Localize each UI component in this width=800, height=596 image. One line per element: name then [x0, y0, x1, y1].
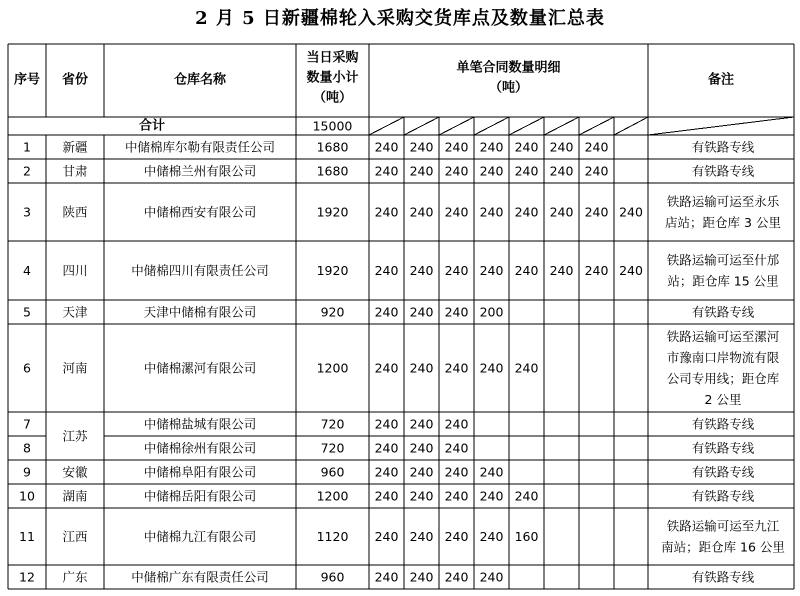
row-detail-value: 240	[409, 569, 434, 585]
row-detail-value: 240	[374, 569, 399, 585]
row-detail-value: 240	[374, 488, 399, 504]
row-detail-value: 240	[444, 360, 469, 376]
row-province: 河南	[62, 360, 88, 376]
row-detail-value: 240	[444, 416, 469, 432]
row-detail-value: 240	[549, 139, 574, 155]
row-detail-value: 240	[374, 360, 399, 376]
total-value: 15000	[312, 118, 353, 134]
row-detail-value: 240	[479, 464, 504, 480]
row-seq: 8	[23, 440, 31, 456]
row-seq: 6	[23, 360, 31, 376]
row-detail-value: 240	[409, 464, 434, 480]
header-contract-detail-unit: （吨）	[488, 80, 529, 96]
row-detail-value: 240	[374, 416, 399, 432]
row-remark: 2 公里	[704, 392, 742, 407]
row-detail-value: 240	[374, 440, 399, 456]
row-warehouse: 中储棉漯河有限公司	[143, 360, 257, 376]
row-daily-qty: 1680	[316, 139, 349, 155]
row-detail-value: 240	[584, 204, 609, 220]
row-warehouse: 中储棉阜阳有限公司	[143, 464, 257, 480]
total-diagonal-line	[369, 117, 404, 135]
row-seq: 9	[23, 464, 31, 480]
row-detail-value: 240	[444, 263, 469, 278]
row-remark: 有铁路专线	[691, 139, 755, 155]
row-detail-value: 240	[619, 263, 643, 278]
total-diagonal-line	[614, 117, 648, 135]
total-diagonal-line	[404, 117, 439, 135]
row-detail-value: 240	[479, 163, 504, 179]
row-detail-value: 240	[444, 440, 469, 456]
row-warehouse: 中储棉九江有限公司	[143, 529, 257, 544]
header-province: 省份	[61, 72, 89, 88]
row-warehouse: 天津中储棉有限公司	[143, 304, 257, 320]
row-detail-value: 240	[374, 204, 399, 220]
row-detail-value: 240	[444, 529, 469, 544]
row-daily-qty: 720	[320, 416, 345, 432]
row-detail-value: 240	[549, 204, 574, 220]
row-detail-value: 240	[444, 204, 469, 220]
row-daily-qty: 1200	[316, 360, 349, 376]
row-detail-value: 240	[584, 139, 609, 155]
row-detail-value: 240	[409, 204, 434, 220]
row-detail-value: 240	[444, 569, 469, 585]
row-remark: 铁路运输可运至什邡	[666, 252, 780, 268]
row-remark: 铁路运输可运至九江	[666, 518, 780, 534]
row-warehouse: 中储棉库尔勒有限责任公司	[124, 139, 276, 155]
row-province: 四川	[62, 263, 88, 278]
row-remark: 有铁路专线	[691, 569, 755, 585]
total-diagonal-line	[474, 117, 509, 135]
row-daily-qty: 1920	[316, 263, 349, 278]
row-detail-value: 240	[444, 304, 469, 320]
row-warehouse: 中储棉盐城有限公司	[143, 416, 257, 432]
row-province: 新疆	[62, 139, 88, 155]
header-warehouse: 仓库名称	[173, 72, 227, 88]
row-detail-value: 240	[409, 529, 434, 544]
row-detail-value: 240	[374, 464, 399, 480]
total-diagonal-line	[648, 117, 794, 135]
row-seq: 10	[19, 488, 35, 504]
row-province: 安徽	[62, 464, 88, 480]
header-daily-qty: 当日采购	[306, 50, 359, 66]
row-remark: 公司专用线；距仓库	[666, 371, 780, 386]
row-seq: 12	[19, 569, 35, 585]
row-detail-value: 240	[409, 416, 434, 432]
header-remark: 备注	[707, 72, 735, 88]
row-province: 湖南	[62, 488, 88, 504]
row-daily-qty: 1680	[316, 163, 349, 179]
row-detail-value: 240	[514, 204, 539, 220]
row-detail-value: 240	[549, 263, 574, 278]
row-detail-value: 240	[479, 139, 504, 155]
row-detail-value: 240	[444, 464, 469, 480]
row-detail-value: 240	[409, 488, 434, 504]
row-detail-value: 240	[549, 163, 574, 179]
row-province: 江西	[62, 529, 88, 544]
row-detail-value: 240	[479, 488, 504, 504]
row-remark: 有铁路专线	[691, 488, 755, 504]
row-seq: 1	[23, 139, 31, 155]
row-remark: 市豫南口岸物流有限	[666, 350, 780, 365]
row-remark: 有铁路专线	[691, 163, 755, 179]
row-detail-value: 200	[479, 304, 504, 320]
row-daily-qty: 920	[320, 304, 345, 320]
row-province: 陕西	[62, 204, 88, 220]
header-daily-qty: 数量小计	[306, 70, 359, 86]
row-remark: 铁路运输可运至漯河	[666, 329, 780, 344]
row-remark: 有铁路专线	[691, 304, 755, 320]
row-warehouse: 中储棉广东有限责任公司	[131, 569, 269, 585]
total-label: 合计	[138, 118, 166, 134]
row-detail-value: 240	[584, 263, 609, 278]
row-detail-value: 240	[479, 263, 504, 278]
row-warehouse: 中储棉四川有限责任公司	[131, 263, 269, 278]
row-detail-value: 240	[619, 204, 643, 220]
row-detail-value: 240	[514, 488, 539, 504]
row-daily-qty: 720	[320, 440, 345, 456]
row-detail-value: 240	[514, 139, 539, 155]
row-province: 天津	[62, 304, 88, 320]
row-daily-qty: 1120	[316, 529, 349, 544]
row-seq: 5	[23, 304, 31, 320]
row-detail-value: 240	[409, 263, 434, 278]
row-seq: 3	[23, 204, 31, 220]
row-detail-value: 240	[514, 163, 539, 179]
total-diagonal-line	[439, 117, 474, 135]
row-detail-value: 240	[584, 163, 609, 179]
header-daily-qty: （吨）	[312, 90, 353, 106]
row-warehouse: 中储棉西安有限公司	[143, 204, 257, 220]
row-detail-value: 240	[514, 360, 539, 376]
row-detail-value: 240	[409, 440, 434, 456]
row-detail-value: 240	[374, 139, 399, 155]
total-diagonal-line	[509, 117, 544, 135]
row-detail-value: 240	[444, 163, 469, 179]
row-remark: 有铁路专线	[691, 440, 755, 456]
row-seq: 2	[23, 163, 31, 179]
row-detail-value: 240	[374, 304, 399, 320]
row-remark: 店站；距仓库 3 公里	[665, 215, 781, 230]
document-title: 2 月 5 日新疆棉轮入采购交货库点及数量汇总表	[195, 8, 605, 29]
row-seq: 4	[23, 263, 31, 278]
header-contract-detail: 单笔合同数量明细	[456, 60, 561, 76]
row-detail-value: 240	[409, 163, 434, 179]
row-province: 江苏	[62, 428, 88, 444]
total-diagonal-line	[544, 117, 579, 135]
row-remark: 有铁路专线	[691, 464, 755, 480]
row-detail-value: 240	[409, 304, 434, 320]
row-province: 甘肃	[62, 163, 88, 179]
row-remark: 站；距仓库 15 公里	[667, 273, 779, 289]
row-daily-qty: 1920	[316, 204, 349, 220]
row-detail-value: 240	[514, 263, 539, 278]
row-detail-value: 240	[444, 488, 469, 504]
row-daily-qty: 960	[320, 464, 345, 480]
row-detail-value: 240	[479, 204, 504, 220]
row-detail-value: 240	[444, 139, 469, 155]
row-province: 广东	[62, 569, 88, 585]
row-warehouse: 中储棉兰州有限公司	[143, 163, 257, 179]
row-detail-value: 240	[409, 360, 434, 376]
header-seq: 序号	[13, 72, 41, 88]
row-warehouse: 中储棉徐州有限公司	[143, 440, 257, 456]
row-seq: 11	[19, 529, 35, 544]
row-detail-value: 240	[374, 529, 399, 544]
total-diagonal-line	[579, 117, 614, 135]
row-detail-value: 160	[514, 529, 539, 544]
row-remark: 有铁路专线	[691, 416, 755, 432]
row-daily-qty: 1200	[316, 488, 349, 504]
row-seq: 7	[23, 416, 31, 432]
row-detail-value: 240	[374, 163, 399, 179]
row-detail-value: 240	[374, 263, 399, 278]
row-warehouse: 中储棉岳阳有限公司	[143, 488, 257, 504]
row-detail-value: 240	[479, 360, 504, 376]
row-detail-value: 240	[479, 569, 504, 585]
row-detail-value: 240	[479, 529, 504, 544]
row-remark: 南站；距仓库 16 公里	[661, 539, 785, 555]
row-detail-value: 240	[409, 139, 434, 155]
row-remark: 铁路运输可运至永乐	[666, 194, 780, 209]
row-daily-qty: 960	[320, 569, 345, 585]
